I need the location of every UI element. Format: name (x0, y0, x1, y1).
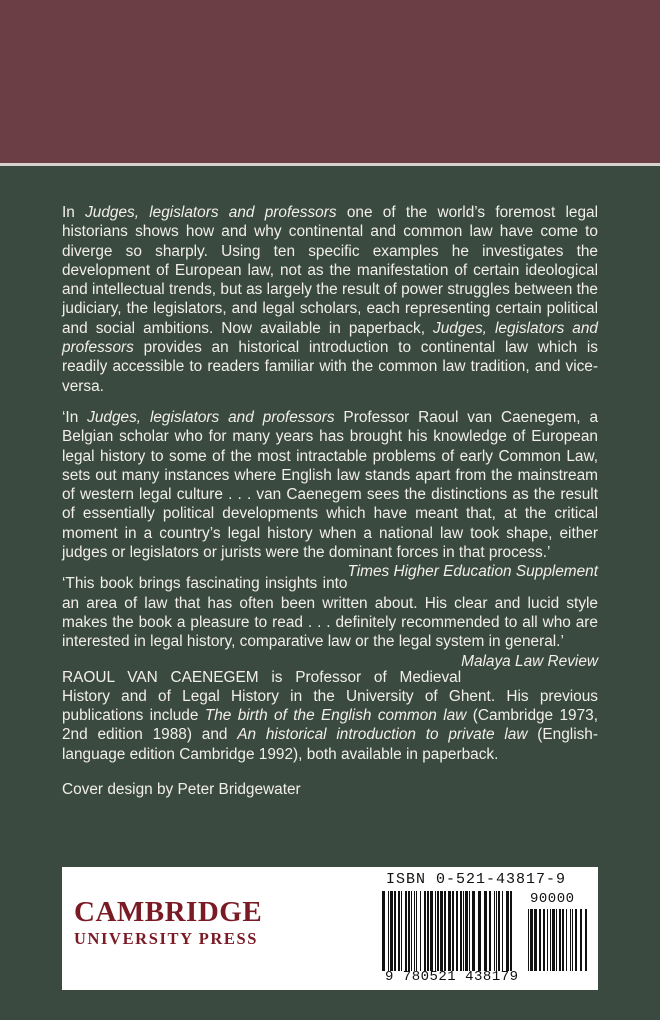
barcode-bar (437, 891, 439, 971)
barcode-bar (539, 909, 541, 971)
barcode-bar (424, 891, 426, 971)
barcode-bar (580, 909, 582, 971)
barcode-bar (572, 909, 573, 971)
barcode-bar (556, 909, 557, 971)
barcode-addon-number: 90000 (530, 891, 575, 907)
barcode-bar (382, 891, 385, 971)
barcode-bar (398, 891, 400, 971)
author-bio: RAOUL VAN CAENEGEM is Professor of Medieval History and of Legal History in the University of Ghent. His previous publications include The birth of the English common law (Cambridge 1973, 2nd edition 1988) and An historical introduction to private law (English-language edition Cambridge 1992), both available in paperback. (62, 668, 599, 763)
barcode-bar (506, 891, 509, 971)
barcode-bar (559, 909, 561, 971)
barcode-bar (570, 909, 571, 971)
barcode-bar (405, 891, 407, 971)
top-color-band (0, 0, 660, 163)
review-quote-1 (62, 408, 598, 581)
barcode-bar (448, 891, 451, 971)
barcode-bar (401, 891, 402, 971)
review-quote-2 (62, 574, 598, 670)
barcode-bar (562, 909, 564, 971)
barcode-bar (420, 891, 421, 971)
barcode-bar (489, 891, 491, 971)
barcode-bar (440, 891, 443, 971)
barcode-bar (472, 891, 475, 971)
barcode-bar (430, 891, 433, 971)
barcode-bar (408, 891, 410, 971)
barcode-bar (547, 909, 548, 971)
barcode-bar (550, 909, 551, 971)
barcode-bar (510, 891, 512, 971)
barcode-bar (575, 909, 577, 971)
cover-credit: Cover design by Peter Bridgewater (62, 781, 301, 799)
review-quote-2-text: ‘This book brings fascinating insights into an area of law that has often been written about. His clear and lucid style makes the book a pleasure to read . . . definitely recommended to all who are interested in legal history, comparative law or the legal system in general.’ (62, 575, 598, 651)
barcode-bar (530, 909, 533, 971)
barcode-bar (469, 891, 470, 971)
barcode-bar (494, 891, 495, 971)
barcode-bar (463, 891, 464, 971)
barcode-bar (456, 891, 458, 971)
barcode-bar (427, 891, 429, 971)
publisher-logo (74, 897, 262, 949)
barcode-bar (534, 909, 537, 971)
barcode-bar (411, 891, 412, 971)
barcode-addon-bars (528, 909, 588, 971)
barcode-bar (390, 891, 393, 971)
barcode-bar (416, 891, 417, 971)
barcode-bar (444, 891, 446, 971)
barcode-bar (435, 891, 436, 971)
isbn-barcode (382, 871, 590, 987)
ean-number: 9 780521 438179 (385, 969, 519, 985)
barcode-bars (382, 891, 514, 971)
publisher-logo-line1: CAMBRIDGE (74, 896, 263, 928)
barcode-bar (496, 891, 497, 971)
isbn-label: ISBN 0-521-43817-9 (386, 871, 567, 888)
barcode-bar (388, 891, 389, 971)
review-quote-1-text: ‘In Judges, legislators and professors Professor Raoul van Caenegem, a Belgian scholar who for many years has brought his knowledge of European legal history to some of the most intractable problems of early Common Law, sets out many instances where English law stands apart from the mainstream of western legal culture . . . van Caenegem sees the distinctions as the result of essentially political developments which have meant that, at the critical moment in a country’s legal history when a national law took shape, either judges or legislators or jurists were the dominant forces in that process.’ (62, 408, 598, 562)
barcode-bar (452, 891, 454, 971)
review-source-1: Times Higher Education Supplement (347, 563, 598, 581)
back-cover-text (62, 203, 598, 811)
review-source-2: Malaya Law Review (461, 652, 598, 670)
description-paragraph: In Judges, legislators and professors one of the world’s foremost legal historians shows how and why continental and common law have come to diverge so sharply. Using ten specific examples he investigates the development of European law, not as the manifestation of certain ideological and intellectual trends, but as largely the result of power struggles between the judiciary, the legislators, and legal scholars, each representing certain political and social ambitions. Now available in paperback, Judges, legislators and professors provides an historical introduction to continental law which is readily accessible to readers familiar with the common law tradition, and vice-versa. (62, 204, 598, 395)
publisher-logo-line2: UNIVERSITY PRESS (74, 929, 259, 948)
barcode-bar (502, 891, 503, 971)
barcode-bar (460, 891, 462, 971)
barcode-bar (585, 909, 587, 971)
top-divider-line (0, 163, 660, 166)
barcode-bar (465, 891, 468, 971)
barcode-bar (528, 909, 529, 971)
barcode-bar (394, 891, 396, 971)
barcode-bar (552, 909, 555, 971)
barcode-bar (478, 891, 481, 971)
barcode-bar (414, 891, 415, 971)
barcode-bar (498, 891, 500, 971)
barcode-bar (543, 909, 545, 971)
publisher-barcode-panel (62, 867, 598, 990)
barcode-bar (566, 909, 567, 971)
barcode-bar (484, 891, 487, 971)
